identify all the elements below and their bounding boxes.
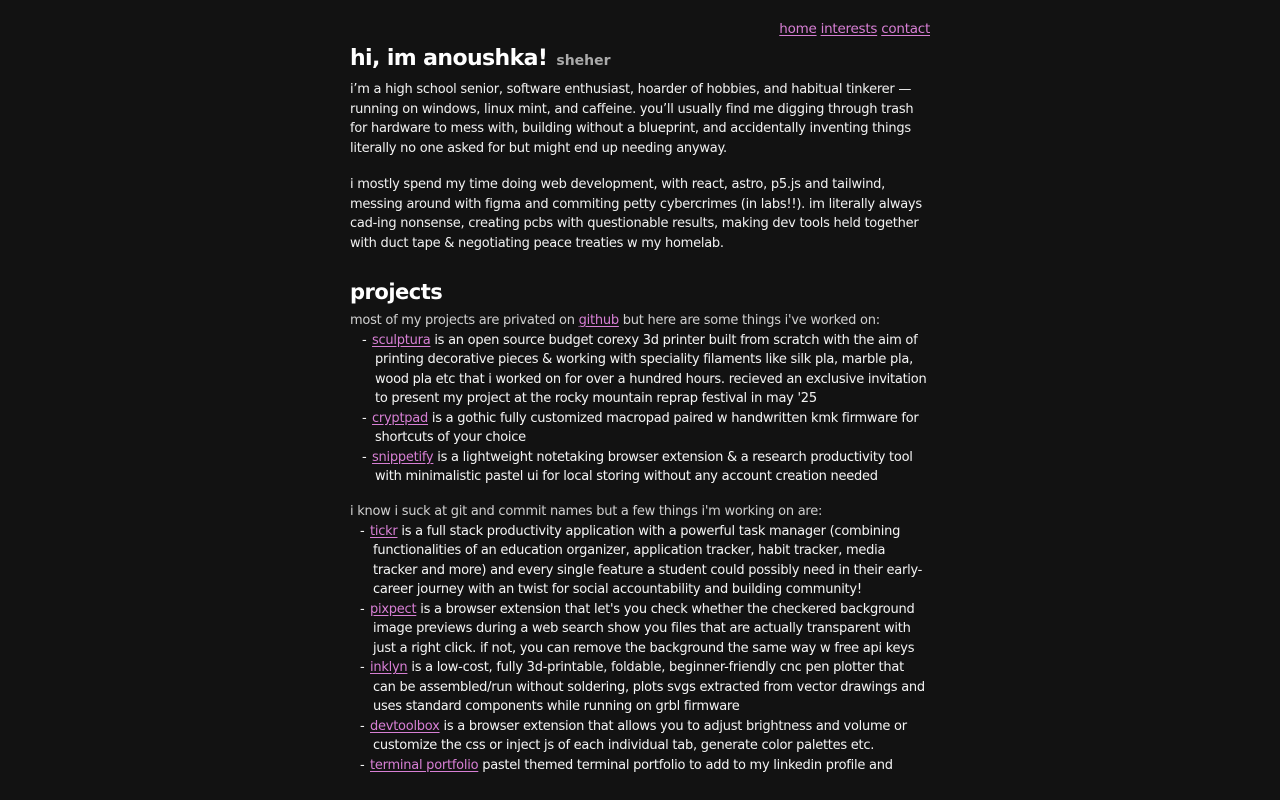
project-link-pixpect[interactable]: pixpect <box>370 601 417 617</box>
dash-bullet: - <box>360 660 365 675</box>
about-paragraph-1: i’m a high school senior, software enthusiast, hoarder of hobbies, and habitual tinkerer — running on windows, linux mint, and caffeine. you’ll usually find me digging through trash for hardware to mess with, building without a blueprint, and accidentally inventing things literally no one asked for but might end up needing anyway. <box>350 82 914 156</box>
wip-intro: i know i suck at git and commit names but a few things i'm working on are: <box>350 504 823 519</box>
project-link-tickr[interactable]: tickr <box>370 523 398 539</box>
dash-bullet: - <box>360 718 365 734</box>
page-title <box>350 44 611 76</box>
project-description: is a lightweight notetaking browser extension & a research productivity tool with minimalistic pastel ui for local storing without any account creation needed <box>375 449 913 484</box>
projects-list <box>350 331 930 487</box>
project-link-inklyn[interactable]: inklyn <box>370 660 408 675</box>
about-paragraph-2: i mostly spend my time doing web development, with react, astro, p5.js and tailwind, messing around with figma and commiting petty cybercrimes (in labs!!). im literally always cad-ing nonsense, creating pcbs with questionable results, making dev tools held together with duct tape & negotiating peace treaties w my homelab. <box>350 177 922 251</box>
dash-bullet: - <box>360 757 365 773</box>
project-link-terminal-portfolio[interactable]: terminal portfolio <box>370 757 479 773</box>
nav-link-contact[interactable]: contact <box>881 21 930 37</box>
list-item <box>350 409 930 448</box>
projects-intro-after: but here are some things i've worked on: <box>622 313 880 328</box>
project-description: is a browser extension that allows you to adjust brightness and volume or customize the css or inject js of each individual tab, generate color palettes etc. <box>373 718 907 753</box>
projects-intro-before: most of my projects are privated on <box>350 313 575 328</box>
wip-section <box>350 502 930 775</box>
projects-section <box>350 311 930 487</box>
wip-list <box>350 522 930 776</box>
dash-bullet: - <box>362 449 367 465</box>
project-description: is a gothic fully customized macropad paired w handwritten kmk firmware for shortcuts of your choice <box>375 410 919 445</box>
nav-link-interests[interactable]: interests <box>820 21 878 37</box>
dash-bullet: - <box>362 410 367 426</box>
list-item <box>350 600 930 659</box>
pronouns-label: sheher <box>556 53 611 69</box>
list-item <box>350 522 930 600</box>
list-item <box>350 756 930 776</box>
list-item <box>350 658 930 717</box>
list-item <box>350 331 930 409</box>
title-text: hi, im anoushka! <box>350 46 548 71</box>
list-item <box>350 448 930 487</box>
top-nav <box>779 20 930 38</box>
project-description: is an open source budget corexy 3d printer built from scratch with the aim of printing decorative pieces & working with speciality filaments like silk pla, marble pla, wood pla etc that i worked on for over a hundred hours. recieved an exclusive invitation to present my project at the rocky mountain reprap festival in may '25 <box>375 332 927 406</box>
projects-heading: projects <box>350 280 443 304</box>
project-link-snippetify[interactable]: snippetify <box>372 449 434 465</box>
project-description: is a full stack productivity application with a powerful task manager (combining functionalities of an education organizer, application tracker, habit tracker, media tracker and more) and every single feature a student could possibly need in their early-career journey with an twist for social accountability and building community! <box>373 523 923 597</box>
project-link-cryptpad[interactable]: cryptpad <box>372 410 429 426</box>
dash-bullet: - <box>362 332 367 348</box>
dash-bullet: - <box>360 523 365 539</box>
project-link-sculptura[interactable]: sculptura <box>372 332 431 348</box>
projects-intro <box>350 311 930 331</box>
nav-link-home[interactable]: home <box>779 21 817 37</box>
project-link-devtoolbox[interactable]: devtoolbox <box>370 718 440 734</box>
project-description: is a low-cost, fully 3d-printable, foldable, beginner-friendly cnc pen plotter that can be assembled/run without soldering, plots svgs extracted from vector drawings and uses standard components while running on grbl firmware <box>373 660 925 714</box>
list-item <box>350 717 930 756</box>
dash-bullet: - <box>360 601 365 617</box>
project-description: pastel themed terminal portfolio to add to my linkedin profile and <box>482 757 893 773</box>
github-link[interactable]: github <box>578 313 619 328</box>
project-description: is a browser extension that let's you check whether the checkered background image previews during a web search show you files that are actually transparent with just a right click. if not, you can remove the background the same way w free api keys <box>373 601 915 656</box>
